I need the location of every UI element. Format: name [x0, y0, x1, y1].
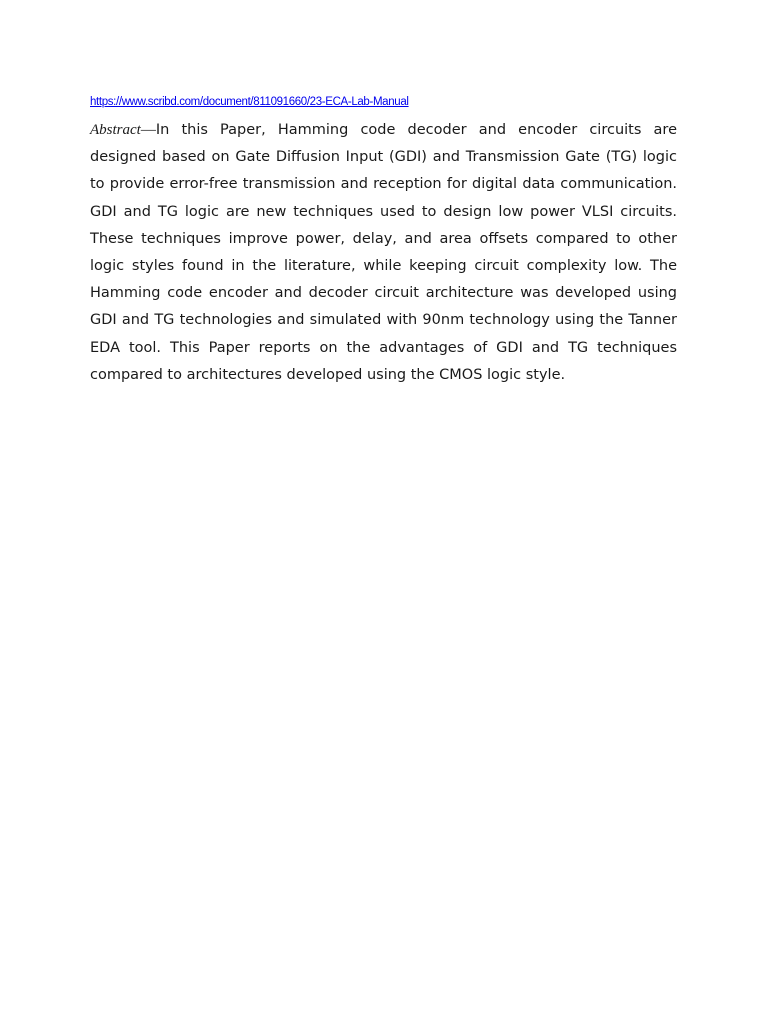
abstract-paragraph — [90, 117, 677, 389]
document-content — [90, 92, 677, 389]
source-link[interactable]: https://www.scribd.com/document/811091660/23-ECA-Lab-Manual — [90, 96, 409, 108]
abstract-dash: — — [140, 122, 156, 138]
abstract-label: Abstract — [90, 122, 141, 138]
abstract-body: In this Paper, Hamming code decoder and encoder circuits are designed based on Gate Diffusion Input (GDI) and Transmission Gate (TG) logic to provide error-free transmission and reception for digital data communication. GDI and TG logic are new techniques used to design low power VLSI circuits. These techniques improve power, delay, and area offsets compared to other logic styles found in the literature, while keeping circuit complexity low. The Hamming code encoder and decoder circuit architecture was developed using GDI and TG technologies and simulated with 90nm technology using the Tanner EDA tool. This Paper reports on the advantages of GDI and TG techniques compared to architectures developed using the CMOS logic style. — [90, 122, 677, 383]
